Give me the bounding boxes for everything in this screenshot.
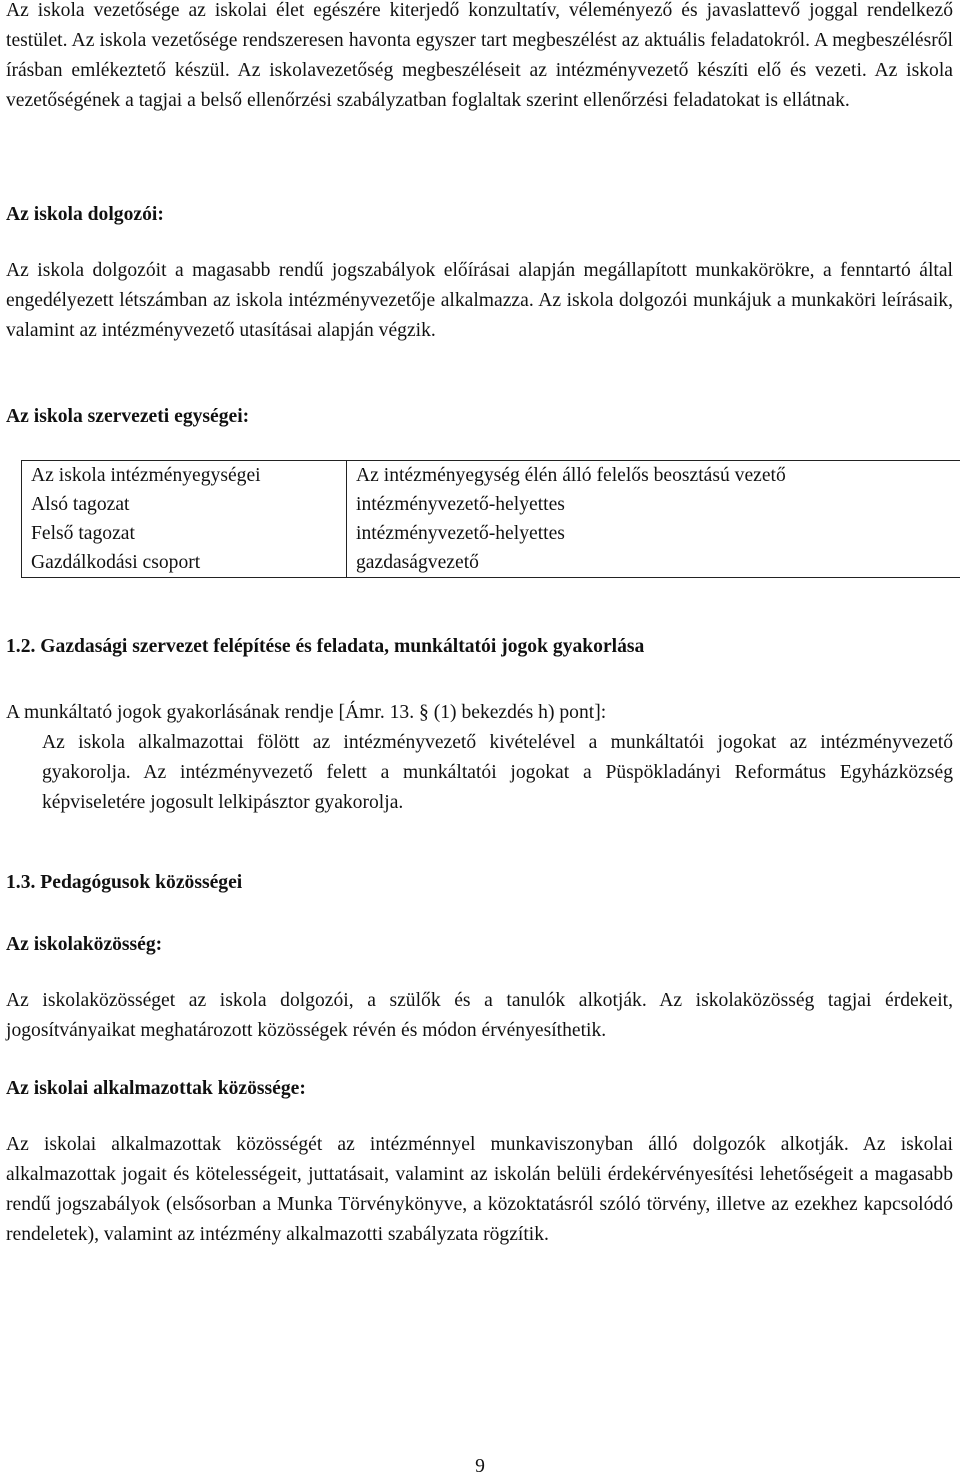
paragraph-dolgozoi: Az iskola dolgozóit a magasabb rendű jogszabályok előírásai alapján megállapított munkakörökre, a fenntartó által engedélyezett létszámban az iskola intézményvezetője alkalmazza. Az iskola dolgozói munkájuk a munkaköri leírásaik, valamint az intézményvezető utasításai alapján végzik. bbox=[6, 256, 953, 346]
paragraph-munkaltato-jogok: Az iskola alkalmazottai fölött az intézményvezető kivételével a munkáltatói jogokat az intézményvezető gyakorolja. Az intézményvezető felett a munkáltatói jogokat a Püspökladányi Református Egyházközség képviseletére jogosult lelkipásztor gyakorolja. bbox=[42, 728, 953, 818]
paragraph-iskolakozosseg: Az iskolaközösséget az iskola dolgozói, a szülők és a tanulók alkotják. Az iskolaközösség tagjai érdekeit, jogosítványaikat meghatározott közösségek révén és módon érvényesíthetik. bbox=[6, 986, 953, 1046]
paragraph-vezetoseg: Az iskola vezetősége az iskolai élet egészére kiterjedő konzultatív, véleményező és javaslattevő joggal rendelkező testület. Az iskola vezetősége rendszeresen havonta egyszer tart megbeszélést az aktuális feladatokról. A megbeszélésről írásban emlékeztető készül. Az iskolavezetőség megbeszéléseit az intézményvezető készíti elő és vezeti. Az iskola vezetőségének a tagjai a belső ellenőrzési szabályzatban foglaltak szerint ellenőrzési feladatokat is ellátnak. bbox=[6, 0, 953, 116]
page-number: 9 bbox=[0, 1455, 960, 1479]
table-cell: gazdaságvezető bbox=[347, 548, 960, 578]
heading-szervezeti-egysegek: Az iskola szervezeti egységei: bbox=[6, 402, 249, 432]
heading-alkalmazottak-kozossege: Az iskolai alkalmazottak közössége: bbox=[6, 1074, 306, 1104]
table-cell: Gazdálkodási csoport bbox=[22, 548, 347, 578]
table-cell: Felső tagozat bbox=[22, 519, 347, 548]
table-row bbox=[22, 490, 960, 519]
heading-iskolakozosseg: Az iskolaközösség: bbox=[6, 930, 162, 960]
table-row bbox=[22, 519, 960, 548]
table-header-cell: Az intézményegység élén álló felelős beosztású vezető bbox=[347, 461, 960, 491]
table-cell: intézményvezető-helyettes bbox=[347, 519, 960, 548]
section-heading-1-3: 1.3. Pedagógusok közösségei bbox=[6, 868, 242, 898]
table-cell: Alsó tagozat bbox=[22, 490, 347, 519]
units-table bbox=[21, 460, 960, 578]
table-header-row bbox=[22, 461, 960, 491]
section-heading-1-2: 1.2. Gazdasági szervezet felépítése és feladata, munkáltatói jogok gyakorlása bbox=[6, 632, 644, 662]
paragraph-munkaltato-intro: A munkáltató jogok gyakorlásának rendje [Ámr. 13. § (1) bekezdés h) pont]: bbox=[6, 698, 606, 728]
paragraph-alkalmazottak-kozossege: Az iskolai alkalmazottak közösségét az intézménnyel munkaviszonyban álló dolgozók alkotják. Az iskolai alkalmazottak jogait és kötelességeit, juttatásait, valamint az iskolán belüli érdekérvényesítési lehetőségeit a magasabb rendű jogszabályok (elsősorban a Munka Törvénykönyve, a közoktatásról szóló törvény, illetve az ezekhez kapcsolódó rendeletek), valamint az intézmény alkalmazotti szabályzata rögzítik. bbox=[6, 1130, 953, 1250]
table-header-cell: Az iskola intézményegységei bbox=[22, 461, 347, 491]
heading-dolgozoi: Az iskola dolgozói: bbox=[6, 200, 164, 230]
table-row bbox=[22, 548, 960, 578]
table-cell: intézményvezető-helyettes bbox=[347, 490, 960, 519]
